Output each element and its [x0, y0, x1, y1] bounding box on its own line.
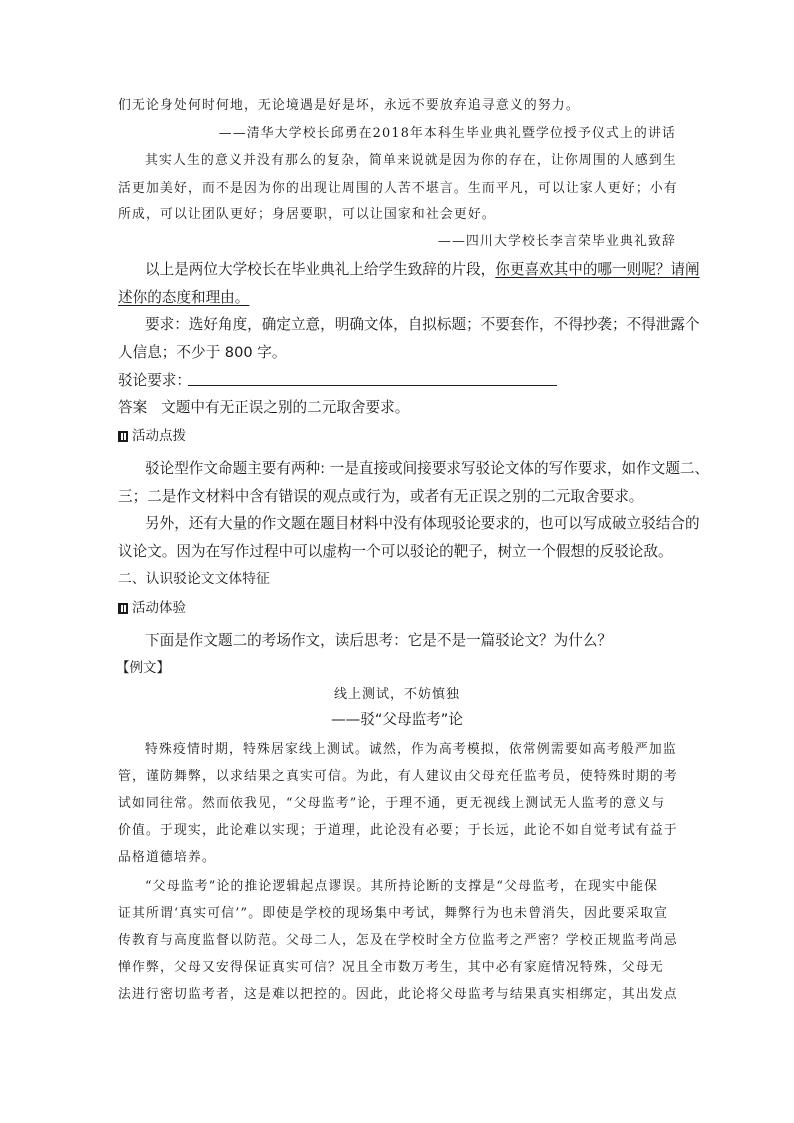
essay-subtitle: ——驳“父母监考”论: [331, 711, 463, 728]
quote2-line: 所成，可以让团队更好；身居要职，可以让国家和社会更好。: [118, 207, 496, 222]
body-line: 驳论型作文命题主要有两种: 一是直接或间接要求写驳论文体的写作要求，如作文题二、: [145, 460, 710, 477]
essay-line: 试如同往常。然而依我见，“父母监考”论，于理不通，更无视线上测试无人监考的意义与: [118, 796, 666, 811]
essay-line: 传教育与高度监督以防范。父母二人，怎及在学校时全方位监考之严密？学校正规监考尚忌: [118, 933, 678, 948]
essay-line: 价值。于现实，此论难以实现；于道理，此论没有必要；于长远，此论不如自觉考试有益于: [118, 823, 678, 838]
example-label: 【例文】: [116, 660, 170, 676]
quote2-attribution: ——四川大学校长李言荣毕业典礼致辞: [438, 234, 676, 249]
requirements-line: 人信息；不少于 800 字。: [118, 344, 287, 361]
answer-blank-line: [188, 385, 557, 386]
quote1-attribution: ——清华大学校长邱勇在2018年本科生毕业典礼暨学位授予仪式上的讲话: [218, 126, 676, 141]
body-line: 下面是作文题二的考场作文，读后思考：它是不是一篇驳论文？为什么？: [145, 632, 613, 649]
section-heading: 活动体验: [132, 600, 186, 616]
answer-line: [118, 398, 409, 418]
prompt-line: [145, 260, 700, 280]
section-title: 二、认识驳论文文体特征: [118, 571, 270, 587]
essay-line: 惮作弊，父母又安得保证真实可信？况且全市数万考生，其中必有家庭情况特殊，父母无: [118, 960, 664, 975]
essay-line: 特殊疫情时期，特殊居家线上测试。诚然，作为高考模拟，依常例需要如高考般严加监: [145, 742, 677, 757]
essay-line: 证其所谓‘真实可信’”。即使是学校的现场集中考试，舞弊行为也未曾消失，因此要采取宣: [118, 906, 669, 921]
essay-line: “父母监考”论的推论逻辑起点谬误。其所持论断的支撑是“父母监考，在现实中能保: [145, 879, 659, 894]
answer-label: 答案: [118, 399, 148, 416]
section-heading: 活动点拨: [132, 428, 186, 444]
prompt-question-cont: 述你的态度和理由。: [118, 289, 250, 306]
quote2-line: 活更加美好，而不是因为你的出现让周围的人苦不堪言。生而平凡，可以让家人更好；小有: [118, 181, 678, 196]
prompt-question: 你更喜欢其中的哪一则呢？请阐: [495, 261, 700, 278]
section-marker-icon: [118, 603, 128, 614]
answer-text: 文题中有无正误之别的二元取舍要求。: [161, 399, 410, 416]
section-marker-icon: [118, 431, 128, 442]
essay-line: 品格道德培养。: [118, 850, 216, 865]
bolun-label: 驳论要求：: [118, 372, 191, 389]
essay-line: 法进行密切监考者，这是难以把控的。因此，此论将父母监考与结果真实相绑定，其出发点: [118, 987, 678, 1002]
body-line: 另外，还有大量的作文题在题目材料中没有体现驳论要求的，也可以写成破立驳结合的: [145, 515, 700, 532]
quote2-line: 其实人生的意义并没有那么的复杂，简单来说就是因为你的存在，让你周围的人感到生: [145, 153, 677, 168]
body-line: 议论文。因为在写作过程中可以虚构一个可以驳论的靶子，树立一个假想的反驳论敌。: [118, 543, 673, 560]
requirements-line: 要求：选好角度，确定立意，明确文体，自拟标题；不要套作，不得抄袭；不得泄露个: [145, 316, 700, 333]
quote1-line: 们无论身处何时何地，无论境遇是好是坏，永远不要放弃追寻意义的努力。: [118, 98, 580, 113]
essay-line: 管，谨防舞弊，以求结果之真实可信。为此，有人建议由父母充任监考员，使特殊时期的考: [118, 769, 678, 784]
prompt-text: 以上是两位大学校长在毕业典礼上给学生致辞的片段，: [145, 261, 496, 278]
body-line: 三；二是作文材料中含有错误的观点或行为，或者有无正误之别的二元取舍要求。: [118, 488, 644, 505]
essay-title: 线上测试，不妨慎独: [333, 687, 460, 702]
